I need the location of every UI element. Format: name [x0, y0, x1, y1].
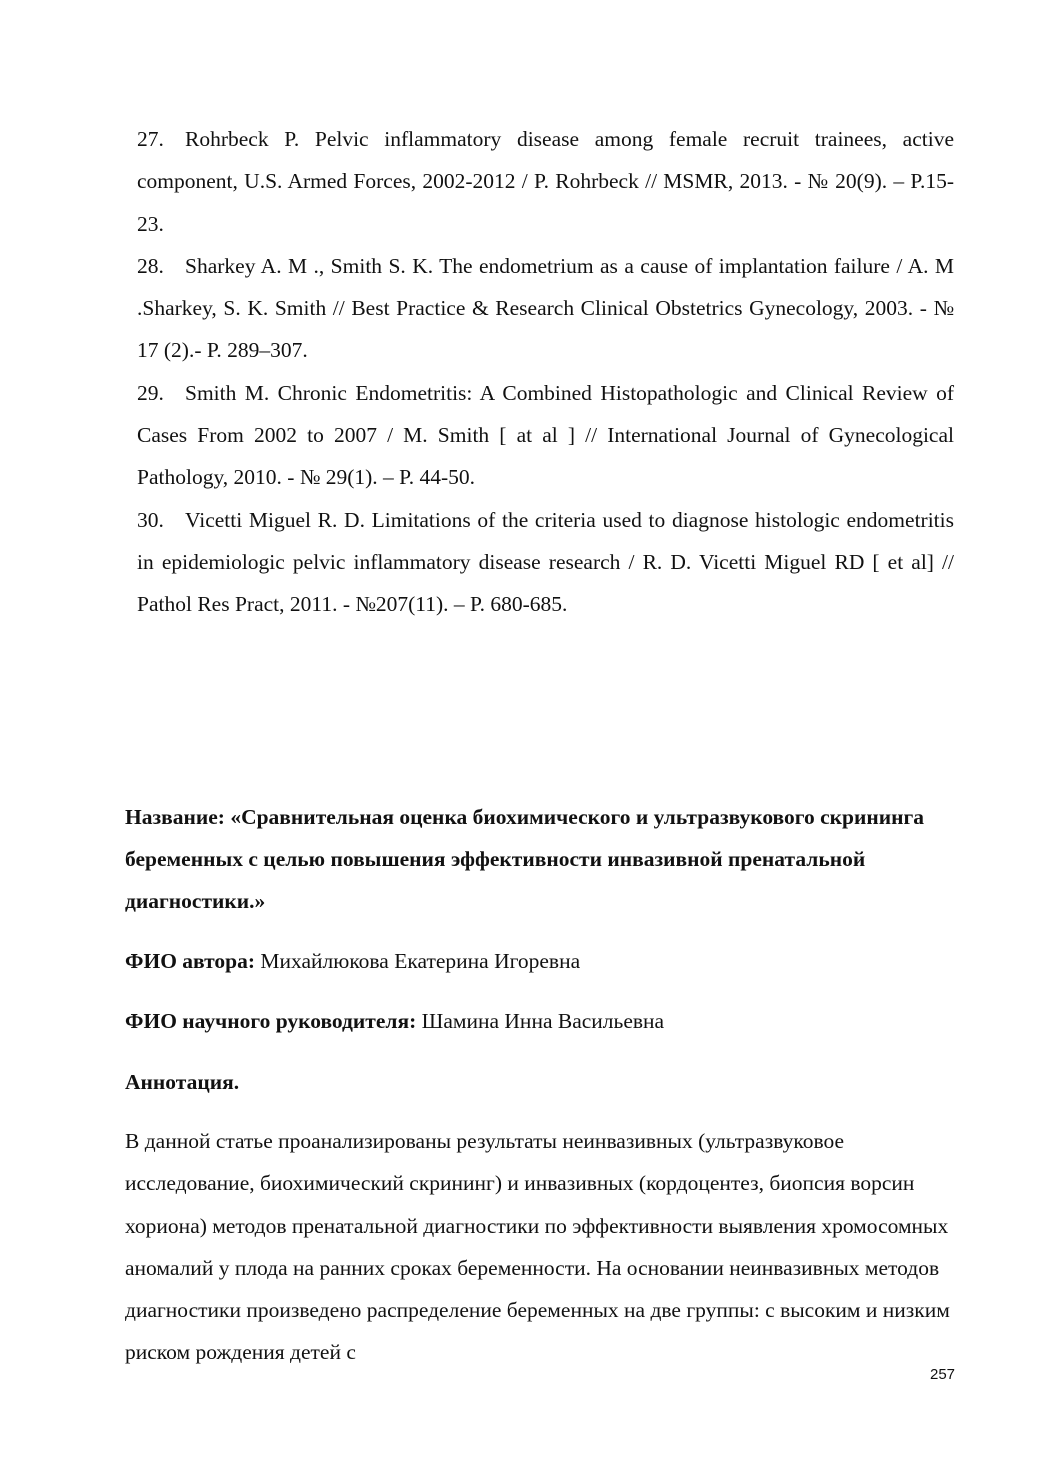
annotation-text: В данной статье проанализированы результаты неинвазивных (ультразвуковое исследование, биохимический скрининг) и инвазивных (кордоцентез, биопсия ворсин хориона) методов пренатальной диагностики по эффективности выявления хромосомных аномалий у плода на ранних сроках беременности. На основании неинвазивных методов диагностики произведено распределение беременных на две группы: с высоким и низким риском рождения детей с — [125, 1129, 950, 1365]
reference-number: 27. — [137, 127, 164, 151]
reference-text: Vicetti Miguel R. D. Limitations of the criteria used to diagnose histologic endometritis in epidemiologic pelvic inflammatory disease research / R. D. Vicetti Miguel RD [ et al] // Pathol Res Pract, 2011. - №207(11). – P. 680-685. — [137, 507, 954, 617]
reference-item — [137, 245, 954, 372]
supervisor-label: ФИО научного руководителя: — [125, 1009, 417, 1033]
reference-item — [137, 499, 954, 626]
author-line — [125, 941, 965, 981]
reference-number: 30. — [137, 507, 164, 532]
reference-number: 28. — [137, 253, 164, 278]
reference-item — [137, 372, 954, 499]
supervisor-line — [125, 1001, 965, 1041]
author-name: Михайлюкова Екатерина Игоревна — [255, 949, 581, 973]
reference-text: Smith M. Chronic Endometritis: A Combined Histopathologic and Clinical Review of Cases From 2002 to 2007 / M. Smith [ at al ] // International Journal of Gynecological Pathology, 2010. - № 29(1). – P. 44-50. — [137, 380, 954, 490]
page-number: 257 — [930, 1366, 956, 1383]
reference-number: 29. — [137, 380, 164, 405]
author-label: ФИО автора: — [125, 949, 256, 973]
reference-text: Rohrbeck P. Pelvic inflammatory disease among female recruit trainees, active component, U.S. Armed Forces, 2002-2012 / P. Rohrbeck // MSMR, 2013. - № 20(9). – P.15-23. — [137, 127, 954, 236]
supervisor-name: Шамина Инна Васильевна — [416, 1009, 665, 1033]
annotation-heading: Аннотация. — [125, 1070, 240, 1094]
reference-text: Sharkey A. M ., Smith S. K. The endometrium as a cause of implantation failure / A. M .Sharkey, S. K. Smith // Best Practice & Research Clinical Obstetrics Gynecology, 2003. - № 17 (2).- P. 289–307. — [137, 253, 954, 363]
reference-list — [137, 118, 954, 626]
article-title: Название: «Сравнительная оценка биохимического и ультразвукового скрининга беременных с целью повышения эффективности инвазивной пренатальной диагностики.» — [125, 805, 925, 913]
reference-item — [137, 118, 954, 245]
